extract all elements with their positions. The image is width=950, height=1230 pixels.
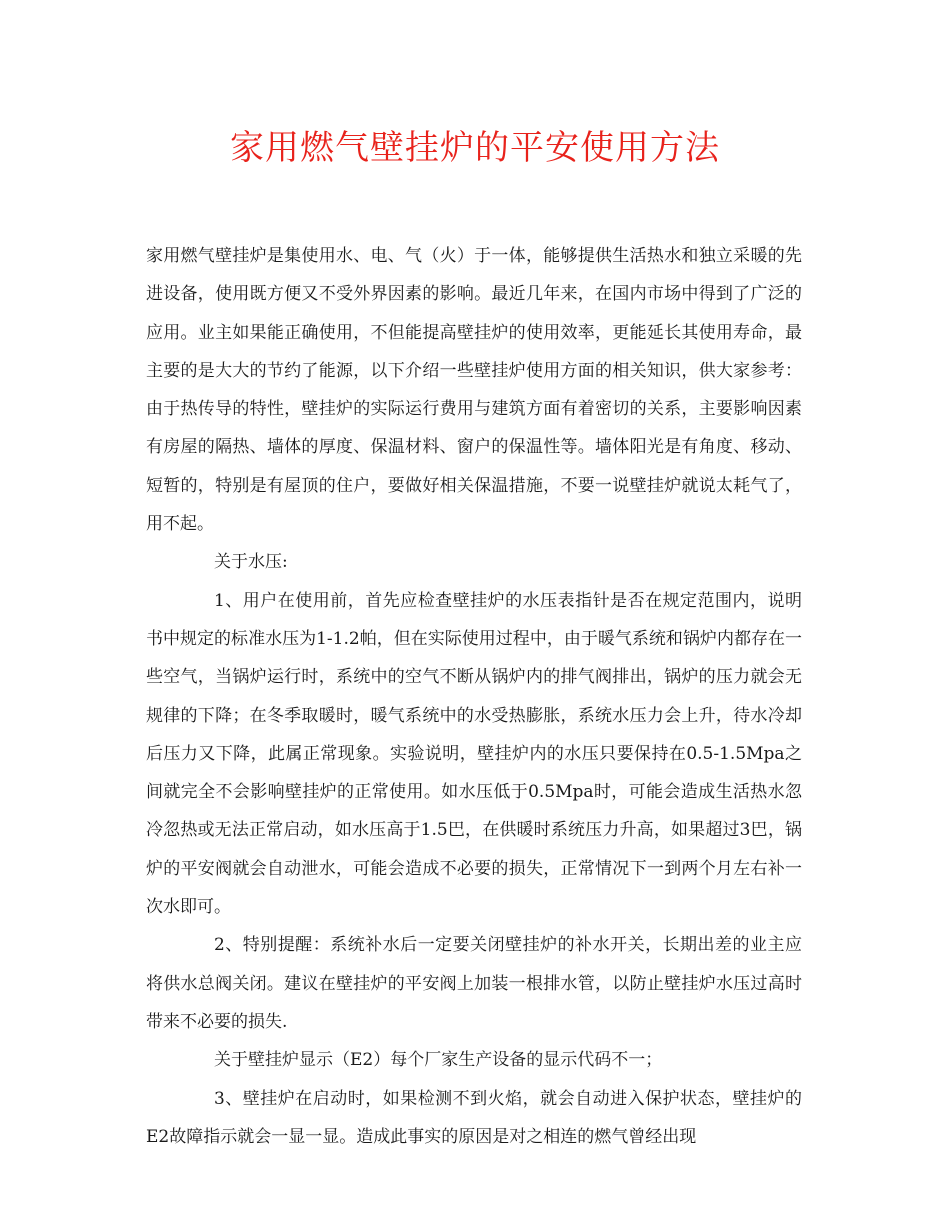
heading-e2-display: 关于壁挂炉显示（E2）每个厂家生产设备的显示代码不一； <box>214 1050 663 1071</box>
paragraph-intro: 家用燃气壁挂炉是集使用水、电、气（火）于一体，能够提供生活热水和独立采暖的先进设备，使用既方便又不受外界因素的影响。最近几年来，在国内市场中得到了广泛的应用。业主如果能正确使用，不但能提高壁挂炉的使用效率，更能延长其使用寿命，最主要的是大大的节约了能源，以下介绍一些壁挂炉使用方面的相关知识，供大家参考：由于热传导的特性，壁挂炉的实际运行费用与建筑方面有着密切的关系，主要影响因素有房屋的隔热、墙体的厚度、保温材料、窗户的保温性等。墙体阳光是有角度、移动、短暂的，特别是有屋顶的住户，要做好相关保温措施，不要一说壁挂炉就说太耗气了，用不起。 <box>146 246 802 535</box>
document-title: 家用燃气壁挂炉的平安使用方法 <box>230 128 720 168</box>
document-body <box>146 237 802 1156</box>
paragraph-item-1: 1、用户在使用前，首先应检查壁挂炉的水压表指针是否在规定范围内，说明书中规定的标准水压为1-1.2帕，但在实际使用过程中，由于暖气系统和锅炉内都存在一些空气，当锅炉运行时，系统中的空气不断从锅炉内的排气阀排出，锅炉的压力就会无规律的下降；在冬季取暖时，暖气系统中的水受热膨胀，系统水压力会上升，待水冷却后压力又下降，此属正常现象。实验说明，壁挂炉内的水压只要保持在0.5-1.5Mpa之间就完全不会影响壁挂炉的正常使用。如水压低于0.5Mpa时，可能会造成生活热水忽冷忽热或无法正常启动，如水压高于1.5巴，在供暖时系统压力升高，如果超过3巴，锅炉的平安阀就会自动泄水，可能会造成不必要的损失，正常情况下一到两个月左右补一次水即可。 <box>146 590 802 918</box>
paragraph-item-3: 3、壁挂炉在启动时，如果检测不到火焰，就会自动进入保护状态，壁挂炉的E2故障指示就会一显一显。造成此事实的原因是对之相连的燃气曾经出现 <box>146 1088 802 1147</box>
paragraph-item-2: 2、特别提醒：系统补水后一定要关闭壁挂炉的补水开关，长期出差的业主应将供水总阀关闭。建议在壁挂炉的平安阀上加装一根排水管，以防止壁挂炉水压过高时带来不必要的损失. <box>146 935 802 1032</box>
heading-water-pressure: 关于水压: <box>214 552 288 573</box>
